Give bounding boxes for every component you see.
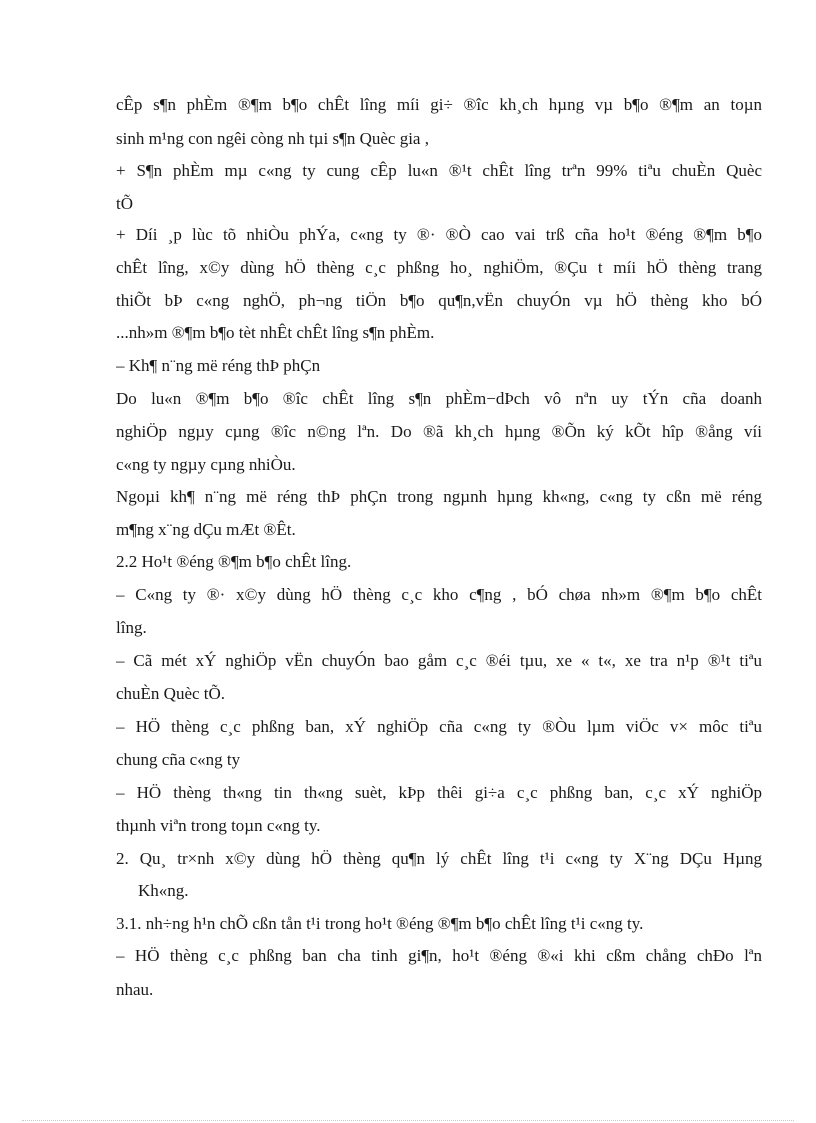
list-item-line: lîng. — [116, 618, 147, 637]
paragraph-line: + Díi ¸p lùc tõ nhiÒu phÝa, c«ng ty ®· ®Ò cao vai trß cña ho¹t ®éng ®¶m b¶o — [116, 225, 762, 244]
list-item-line: – HÖ thèng th«ng tin th«ng suèt, kÞp thêi gi÷a c¸c phßng ban, c¸c xÝ nghiÖp — [116, 783, 762, 802]
list-item-line: – C«ng ty ®· x©y dùng hÖ thèng c¸c kho c¶ng , bÓ chøa nh»m ®¶m b¶o chÊt — [116, 585, 762, 604]
page-bottom-divider — [22, 1120, 794, 1121]
paragraph-line: m¶ng x¨ng dÇu mÆt ®Êt. — [116, 520, 296, 539]
list-item-line: chuÈn Quèc tÕ. — [116, 684, 226, 703]
paragraph-line: + S¶n phÈm mµ c«ng ty cung cÊp lu«n ®¹t chÊt lîng trªn 99% tiªu chuÈn Quèc — [116, 161, 762, 180]
subsection-heading: 3.1. nh÷ng h¹n chÕ cßn tån t¹i trong ho¹t ®éng ®¶m b¶o chÊt lîng t¹i c«ng ty. — [116, 914, 644, 933]
paragraph-line: Do lu«n ®¶m b¶o ®îc chÊt lîng s¶n phÈm−dÞch vô nªn uy tÝn cña doanh — [116, 389, 762, 408]
list-item-line: nhau. — [116, 980, 154, 999]
paragraph-line: cÊp s¶n phÈm ®¶m b¶o chÊt lîng míi gi÷ ®îc kh¸ch hµng vµ b¶o ®¶m an toµn — [116, 95, 762, 114]
paragraph-line: c«ng ty ngµy cµng nhiÒu. — [116, 455, 296, 474]
list-item-line: – HÖ thèng c¸c phßng ban, xÝ nghiÖp cña c«ng ty ®Òu lµm viÖc v× môc tiªu — [116, 717, 762, 736]
list-item-line: – Cã mét xÝ nghiÖp vËn chuyÓn bao gåm c¸c ®éi tµu, xe « t«, xe tra n¹p ®¹t tiªu — [116, 651, 762, 670]
paragraph-line: nghiÖp ngµy cµng ®îc n©ng lªn. Do ®ã kh¸ch hµng ®Õn ký kÕt hîp ®ång víi — [116, 422, 762, 441]
paragraph-line: chÊt lîng, x©y dùng hÖ thèng c¸c phßng ho¸ nghiÖm, ®Çu t míi hÖ thèng trang — [116, 258, 762, 277]
paragraph-line: ...nh»m ®¶m b¶o tèt nhÊt chÊt lîng s¶n phÈm. — [116, 323, 435, 342]
section-heading: 2. Qu¸ tr×nh x©y dùng hÖ thèng qu¶n lý chÊt lîng t¹i c«ng ty X¨ng DÇu Hµng — [116, 849, 762, 868]
section-heading: 2.2 Ho¹t ®éng ®¶m b¶o chÊt lîng. — [116, 552, 352, 571]
list-item-line: – HÖ thèng c¸c phßng ban cha tinh gi¶n, ho¹t ®éng ®«i khi cßm chång chÐo lªn — [116, 946, 762, 965]
list-item-line: chung cña c«ng ty — [116, 750, 241, 769]
paragraph-line: Ngoµi kh¶ n¨ng më réng thÞ phÇn trong ngµnh hµng kh«ng, c«ng ty cßn më réng — [116, 487, 762, 506]
paragraph-line: tÕ — [116, 194, 133, 213]
section-heading: – Kh¶ n¨ng më réng thÞ phÇn — [116, 356, 321, 375]
paragraph-line: sinh m¹ng con ngêi còng nh tµi s¶n Quèc gia , — [116, 129, 429, 148]
section-heading: Kh«ng. — [138, 881, 189, 900]
list-item-line: thµnh viªn trong toµn c«ng ty. — [116, 816, 321, 835]
paragraph-line: thiÕt bÞ c«ng nghÖ, ph¬ng tiÖn b¶o qu¶n,vËn chuyÓn vµ hÖ thèng kho bÓ — [116, 291, 762, 310]
